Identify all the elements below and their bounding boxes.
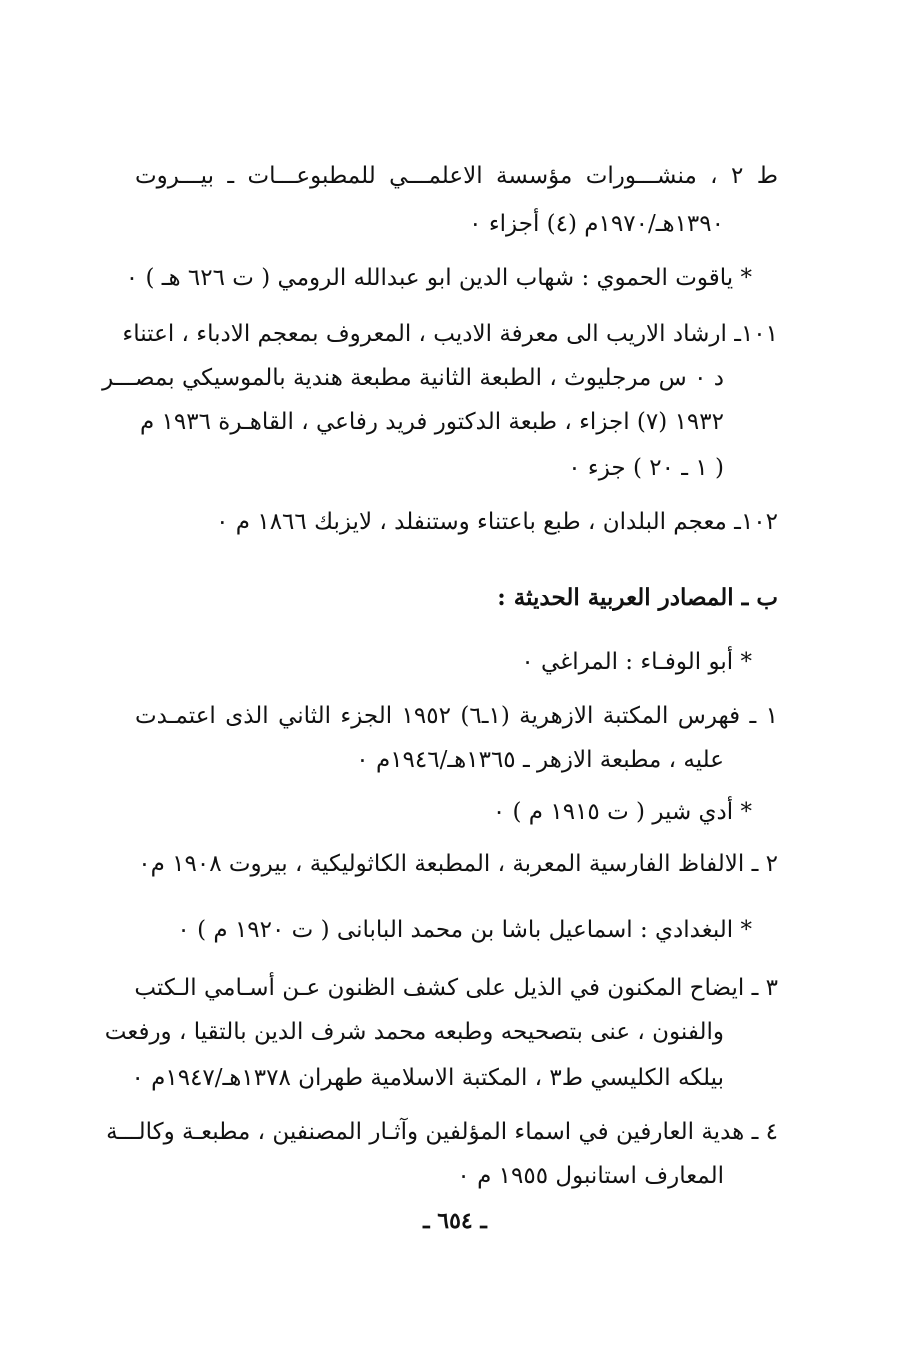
- section-heading: ب ـ المصادر العربية الحديثة :: [497, 584, 778, 611]
- text-line: ١٩٣٢ (٧) اجزاء ، طبعة الدكتور فريد رفاعي ، القاهـرة ١٩٣٦ م: [139, 409, 724, 435]
- entry-item: ٤ ـ هدية العارفين في اسماء المؤلفين وآثـار المصنفين ، مطبعـة وكالـــة: [106, 1119, 778, 1145]
- entry-author: * أدي شير ( ت ١٩١٥ م ) ٠: [492, 799, 752, 825]
- text-line: ط ٢ ، منشـــورات مؤسسة الاعلمـــي للمطبوعـــات ـ بيـــروت: [135, 163, 778, 189]
- entry-author: * ياقوت الحموي : شهاب الدين ابو عبدالله الرومي ( ت ٦٢٦ هـ ) ٠: [125, 265, 752, 291]
- text-line: ١٣٩٠هـ/١٩٧٠م (٤) أجزاء ٠: [469, 211, 724, 237]
- entry-author: * أبو الوفـاء : المراغي ٠: [521, 649, 752, 675]
- text-line: ( ١ ـ ٢٠ ) جزء ٠: [568, 455, 724, 481]
- entry-author: * البغدادي : اسماعيل باشا بن محمد البابانى ( ت ١٩٢٠ م ) ٠: [177, 917, 752, 943]
- page-number: ـ ٦٥٤ ـ: [423, 1208, 487, 1234]
- text-line: د ٠ س مرجليوث ، الطبعة الثانية مطبعة هندية بالموسيكي بمصـــر: [102, 365, 724, 391]
- entry-item: ١٠١ـ ارشاد الاريب الى معرفة الاديب ، المعروف بمعجم الادباء ، اعتناء: [122, 321, 778, 347]
- entry-item: ٣ ـ ايضاح المكنون في الذيل على كشف الظنون عـن أسـامي الـكتب: [134, 975, 778, 1001]
- text-line: والفنون ، عنى بتصحيحه وطبعه محمد شرف الدين بالتقيا ، ورفعت: [104, 1019, 724, 1045]
- text-line: عليه ، مطبعة الازهر ـ ١٣٦٥هـ/١٩٤٦م ٠: [356, 747, 724, 773]
- text-line: بيلكه الكليسي ط٣ ، المكتبة الاسلامية طهران ١٣٧٨هـ/١٩٤٧م ٠: [131, 1065, 724, 1091]
- entry-item: ١ ـ فهرس المكتبة الازهرية (١ـ٦) ١٩٥٢ الجزء الثاني الذى اعتمـدت: [135, 703, 778, 729]
- entry-item: ٢ ـ الالفاظ الفارسية المعربة ، المطبعة الكاثوليكية ، بيروت ١٩٠٨ م٠: [138, 851, 778, 877]
- entry-item: ١٠٢ـ معجم البلدان ، طبع باعتناء وستنفلد ، لايزبك ١٨٦٦ م ٠: [216, 509, 778, 535]
- text-line: المعارف استانبول ١٩٥٥ م ٠: [457, 1163, 724, 1189]
